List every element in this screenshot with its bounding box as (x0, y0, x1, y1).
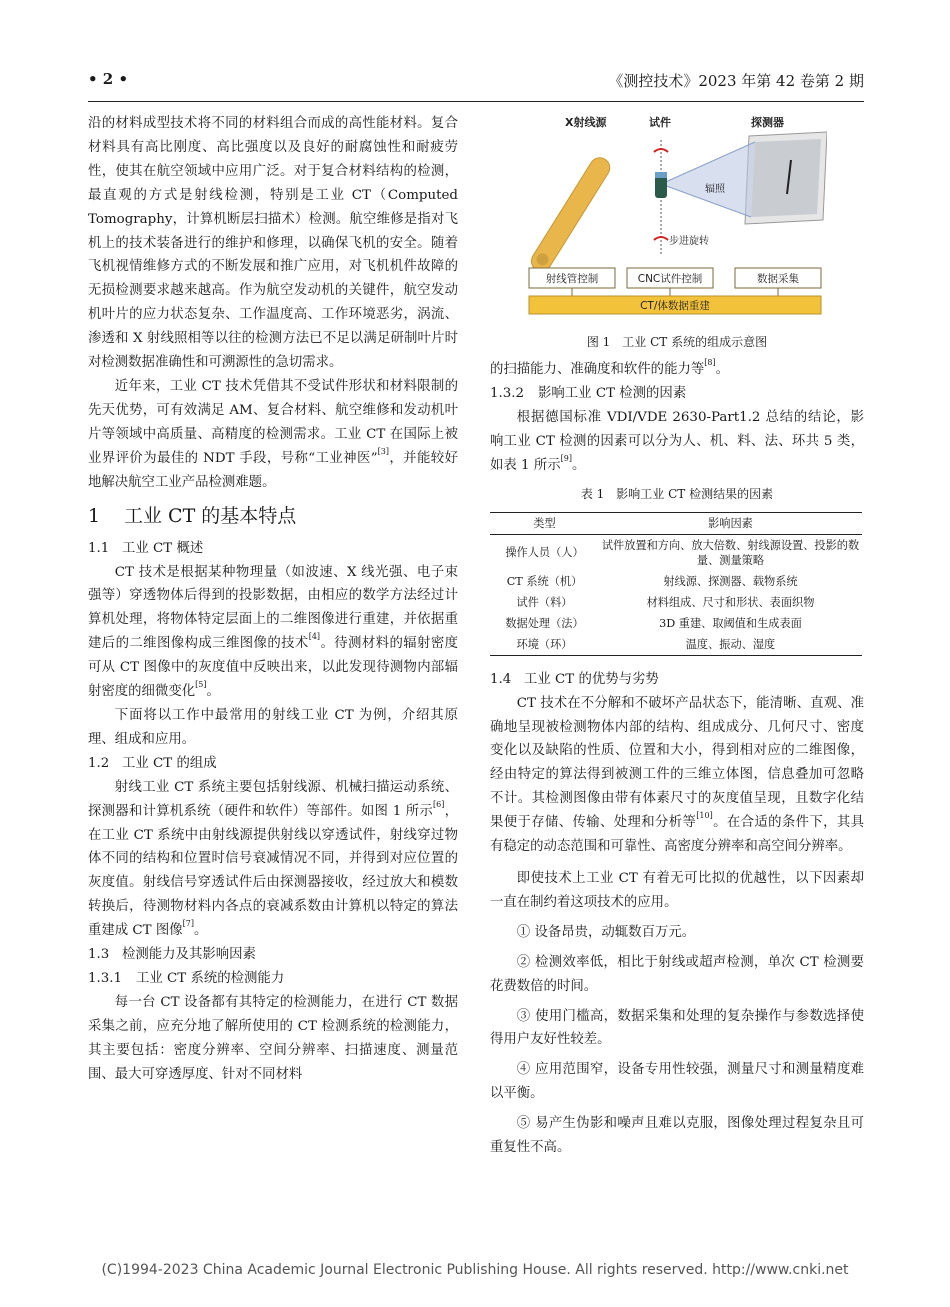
xray-source-tube (528, 154, 614, 275)
journal-header: 《测控技术》2023 年第 42 卷第 2 期 (608, 72, 864, 90)
specimen-label: 试件 (649, 116, 671, 129)
copyright-footer: (C)1994-2023 China Academic Journal Electronic Publishing House. All rights reserved. http://www.cnki.net (101, 1262, 849, 1278)
intro-paragraph: 沿的材料成型技术将不同的材料组合而成的高性能材料。复合材料具有高比刚度、高比强度以及良好的耐腐蚀性和耐疲劳性，使其在航空领域中应用广泛。对于复合材料结构的检测，最直观的方式是射线检测，特别是工业 CT（Computed Tomography，计算机断层扫描术）检测。航空维修是指对飞机上的技术装备进行的维护和修理，以确保飞机的安全。随着飞机视情维修方式的不断发展和推广应用，对飞机机件故障的无损检测要求越来越高。作为航空发动机的关键件，航空发动机叶片的应力状态复杂、工作温度高、工作环境恶劣，涡流、渗透和 X 射线照相等以往的检测方法已不足以满足研制叶片时对检测数据准确性和可溯源性的急切需求。 (88, 116, 458, 371)
next-paragraph: 下面将以工作中最常用的射线工业 CT 为例，介绍其原理、组成和应用。 (88, 707, 458, 747)
data-acquisition-label: 数据采集 (757, 273, 799, 285)
section-1-3-heading: 1.3 检测能力及其影响因素 (88, 947, 256, 963)
detector-label: 探测器 (751, 116, 784, 129)
table-header-factors: 影响因素 (599, 512, 862, 534)
ref-9[interactable]: [9] (560, 453, 572, 463)
reconstruction-label: CT/体数据重建 (640, 300, 710, 312)
section-1-1-heading: 1.1 工业 CT 概述 (88, 540, 204, 556)
rotate-icon-top (654, 149, 668, 152)
section-1-3-1-heading: 1.3.1 工业 CT 系统的检测能力 (88, 971, 285, 987)
rotate-icon-bottom (654, 237, 668, 240)
list-item: ⑤ 易产生伪影和噪声且难以克服，图像处理过程复杂且可重复性不高。 (490, 1116, 864, 1156)
list-item: ① 设备昂贵，动辄数百万元。 (516, 924, 696, 940)
ref-10[interactable]: [10] (696, 811, 713, 821)
tube-control-label: 射线管控制 (545, 273, 599, 285)
list-item: ② 检测效率低，相比于射线或超声检测，单次 CT 检测要花费数倍的时间。 (490, 954, 864, 994)
list-item: ④ 应用范围窄，设备专用性较强，测量尺寸和测量精度难以平衡。 (490, 1062, 864, 1102)
table-row: 操作人员（人） 试件放置和方向、放大倍数、射线源设置、投影的数量、测量策略 (505, 538, 860, 567)
ref-6[interactable]: [6] (433, 799, 445, 809)
ref-5[interactable]: [5] (195, 680, 207, 690)
table-header-type: 类型 (490, 512, 599, 534)
right-column (490, 112, 864, 1160)
figure-1-caption: 图 1 工业 CT 系统的组成示意图 (586, 335, 768, 349)
composition-paragraph: 射线工业 CT 系统主要包括射线源、机械扫描运动系统、探测器和计算机系统（硬件和软件）等部件。如图 1 所示[6]，在工业 CT 系统中由射线源提供射线以穿透试件，射线穿过物体不同的结构和位置时信号衰减情况不同，并得到对应位置的灰度值。射线信号穿透试件后由探测器接收，经过放大和模数转换后，待测物材料内各点的衰减系数由计算机以特定的算法重建成 CT 图像[7]。 (88, 779, 459, 939)
ct-system-diagram (527, 112, 827, 324)
table-row: 数据处理（法） 3D 重建、取阈值和生成表面 (505, 616, 802, 630)
section-1-4-heading: 1.4 工业 CT 的优势与劣势 (490, 671, 659, 687)
section-1-heading: 1 工业 CT 的基本特点 (88, 504, 297, 527)
ref-3[interactable]: [3] (377, 446, 389, 456)
figure-1 (527, 112, 827, 324)
ref-4[interactable]: [4] (308, 632, 321, 642)
ct-overview-paragraph: CT 技术是根据某种物理量（如波速、X 线光强、电子束强等）穿透物体后得到的投影数据，由相应的数学方法经过计算机处理，将物体特定层面上的二维图像进行重建，并依据重建后的二维图像构成三维图像的技术[4]。待测材料的辐射密度可从 CT 图像中的灰度值中反映出来，以此发现待测物内部辐射密度的细微变化[5]。 (88, 564, 459, 700)
capability-paragraph: 每一台 CT 设备都有其特定的检测能力，在进行 CT 数据采集之前，应充分地了解所使用的 CT 检测系统的检测能力，其主要包括：密度分辨率、空间分辨率、扫描速度、测量范围、最大可穿透厚度、针对不同材料 (88, 995, 458, 1082)
ref-8[interactable]: [8] (704, 358, 716, 367)
table-1-caption: 表 1 影响工业 CT 检测结果的因素 (580, 486, 774, 501)
radiation-label: 辐照 (705, 184, 725, 195)
section-1-2-heading: 1.2 工业 CT 的组成 (88, 755, 217, 771)
factors-table (490, 512, 862, 656)
capability-continued: 的扫描能力、准确度和软件的能力等[8]。 (490, 358, 729, 377)
list-item: ③ 使用门槛高，数据采集和处理的复杂操作与参数选择使得用户友好性较差。 (490, 1008, 864, 1048)
factors-paragraph: 根据德国标准 VDI/VDE 2630-Part1.2 总结的结论，影响工业 CT 检测的因素可以分为人、机、料、法、环共 5 类，如表 1 所示[9]。 (490, 409, 864, 473)
recent-paragraph: 近年来，工业 CT 技术凭借其不受试件形状和材料限制的先天优势，可有效满足 AM、复合材料、航空维修和发动机叶片等领域中高质量、高精度的检测需求。工业 CT 在国际上被业界评价为最佳的 NDT 手段，号称“工业神医”[3]，并能较好地解决航空工业产品检测难题。 (88, 378, 458, 490)
xray-beam (661, 142, 755, 217)
xray-source-label: X射线源 (565, 116, 607, 129)
page-number: • 2 • (88, 70, 129, 88)
table-row: 试件（料） 材料组成、尺寸和形状、表面织物 (516, 595, 815, 609)
table-row: 环境（环） 温度、振动、湿度 (516, 637, 776, 651)
table-row: CT 系统（机） 射线源、探测器、载物系统 (506, 574, 798, 588)
left-column (88, 112, 458, 1087)
advantages-paragraph: CT 技术在不分解和不破坏产品状态下，能清晰、直观、准确地呈现被检测物体内部的结构、组成成分、几何尺寸、密度变化以及缺陷的性质、位置和大小，得到相对应的二维图像，经由特定的算法得到被测工件的三维立体图，信息叠加可忽略不计。其检测图像由带有体素尺寸的灰度值呈现，且数字化结果便于存储、传输、处理和分析等[10]。在合适的条件下，其具有稳定的动态范围和可靠性、高密度分辨率和高空间分辨率。 (490, 695, 865, 855)
disadvantages-paragraph: 即使技术上工业 CT 有着无可比拟的优越性，以下因素却一直在制约着这项技术的应用。 (490, 870, 864, 910)
section-1-3-2-heading: 1.3.2 影响工业 CT 检测的因素 (490, 385, 687, 401)
header-rule (88, 101, 864, 102)
ref-7[interactable]: [7] (182, 919, 194, 929)
rotate-label: 步进旋转 (669, 236, 709, 247)
detector-screen (751, 139, 821, 217)
cnc-control-label: CNC试件控制 (637, 273, 703, 285)
